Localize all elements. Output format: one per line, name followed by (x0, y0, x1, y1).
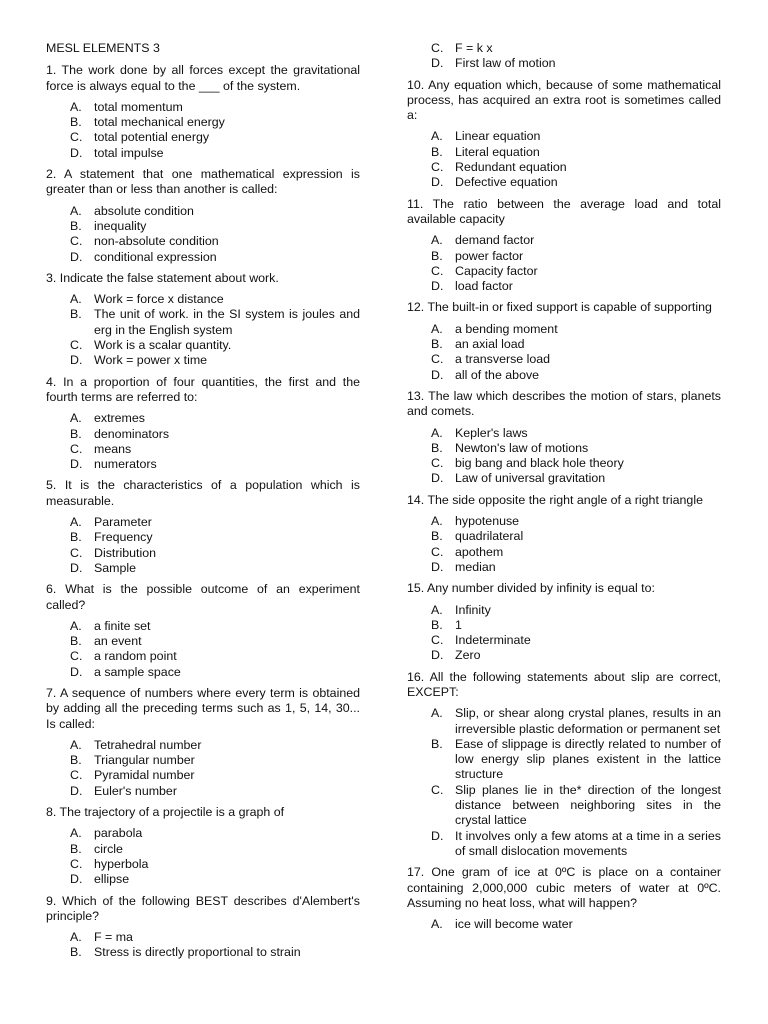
choice-item (46, 234, 360, 249)
choice-letter: A. (431, 706, 443, 721)
choice-letter: A. (70, 930, 82, 945)
choice-text: non-absolute condition (94, 234, 219, 249)
choice-letter: A. (431, 917, 443, 932)
choice-text: Parameter (94, 515, 152, 530)
choice-item (407, 545, 721, 560)
question (46, 582, 360, 680)
choice-letter: B. (70, 426, 82, 441)
choice-text: Infinity (455, 602, 491, 617)
choice-item (46, 115, 360, 130)
question-text: 8. The trajectory of a projectile is a graph of (46, 805, 285, 820)
question-text: 1. The work done by all forces except the gravitational force is always equal to the ___ of the system. (46, 63, 360, 93)
choice-item (407, 783, 721, 829)
choice-list (407, 322, 721, 383)
choice-text: Capacity factor (455, 263, 538, 278)
choice-item (407, 279, 721, 294)
choice-item (407, 145, 721, 160)
choice-list (407, 41, 721, 72)
choice-text: all of the above (455, 367, 540, 382)
choice-list (407, 426, 721, 487)
choice-letter: C. (431, 782, 444, 797)
choice-item (46, 250, 360, 265)
choice-letter: B. (70, 307, 82, 322)
choice-item (407, 368, 721, 383)
choice-letter: B. (431, 440, 443, 455)
question-continued (407, 41, 721, 72)
choice-text: Triangular number (94, 753, 195, 768)
document-title: MESL ELEMENTS 3 (46, 41, 160, 55)
choice-item (46, 768, 360, 783)
choice-item (407, 514, 721, 529)
question-text: 15. Any number divided by infinity is equal to: (407, 581, 655, 596)
choice-letter: C. (431, 633, 444, 648)
choice-letter: A. (431, 233, 443, 248)
question-text: 17. One gram of ice at 0ºC is place on a container containing 2,000,000 cubic meters of water at 0ºC. Assuming no heat loss, what will happen? (407, 865, 721, 910)
question-text: 11. The ratio between the average load and total available capacity (407, 196, 721, 226)
choice-item (46, 204, 360, 219)
choice-letter: C. (70, 768, 83, 783)
choice-letter: C. (70, 338, 83, 353)
choice-letter: A. (70, 826, 82, 841)
choice-letter: A. (70, 515, 82, 530)
choice-list (407, 514, 721, 575)
question (46, 894, 360, 961)
choice-text: The unit of work. in the SI system is joules and erg in the English system (94, 307, 360, 337)
choice-letter: C. (70, 441, 83, 456)
choice-list (407, 917, 721, 932)
choice-text: a sample space (94, 664, 181, 679)
choice-item (46, 619, 360, 634)
choice-letter: D. (431, 175, 444, 190)
question (407, 865, 721, 932)
choice-letter: D. (70, 145, 83, 160)
choice-item (46, 338, 360, 353)
question (407, 581, 721, 663)
choice-item (407, 233, 721, 248)
choice-letter: B. (70, 753, 82, 768)
question (46, 271, 360, 369)
choice-letter: C. (431, 544, 444, 559)
choice-item (46, 857, 360, 872)
question (407, 670, 721, 860)
question (46, 63, 360, 161)
choice-list (407, 706, 721, 859)
choice-text: Pyramidal number (94, 768, 195, 783)
choice-text: Work = power x time (94, 353, 208, 368)
choice-item (407, 175, 721, 190)
choice-text: power factor (455, 248, 524, 263)
choice-item (46, 219, 360, 234)
choice-item (46, 649, 360, 664)
choice-letter: C. (431, 160, 444, 175)
choice-text: Law of universal gravitation (455, 471, 606, 486)
choice-letter: B. (431, 144, 443, 159)
choice-item (407, 41, 721, 56)
choice-letter: A. (431, 602, 443, 617)
question (46, 167, 360, 265)
choice-text: It involves only a few atoms at a time in a series of small dislocation movements (455, 828, 721, 858)
choice-item (46, 427, 360, 442)
choice-letter: B. (70, 634, 82, 649)
choice-text: load factor (455, 279, 513, 294)
choice-letter: C. (70, 130, 83, 145)
choice-item (46, 842, 360, 857)
choice-item (46, 546, 360, 561)
choice-text: Redundant equation (455, 160, 567, 175)
choice-list (46, 826, 360, 887)
choice-item (407, 560, 721, 575)
choice-item (46, 292, 360, 307)
choice-item (407, 633, 721, 648)
choice-item (407, 160, 721, 175)
choice-letter: D. (70, 664, 83, 679)
choice-text: hyperbola (94, 856, 149, 871)
choice-text: Slip, or shear along crystal planes, results in an irreversible plastic deformation or permanent set (455, 706, 721, 736)
choice-text: a random point (94, 649, 177, 664)
choice-letter: C. (431, 41, 444, 55)
choice-text: Sample (94, 560, 137, 575)
choice-letter: D. (431, 56, 444, 71)
choice-text: Distribution (94, 545, 156, 560)
choice-text: total mechanical energy (94, 115, 225, 130)
choice-item (46, 130, 360, 145)
choice-item (46, 945, 360, 960)
choice-letter: C. (431, 352, 444, 367)
question-text: 4. In a proportion of four quantities, the first and the fourth terms are referred to: (46, 374, 360, 404)
choice-letter: A. (431, 425, 443, 440)
choice-text: median (455, 559, 496, 574)
choice-letter: B. (70, 530, 82, 545)
choice-item (46, 442, 360, 457)
choice-text: Euler's number (94, 783, 177, 798)
choice-item (407, 917, 721, 932)
choice-list (46, 292, 360, 368)
choice-item (407, 648, 721, 663)
choice-item (46, 753, 360, 768)
choice-letter: A. (70, 411, 82, 426)
question-text: 2. A statement that one mathematical expression is greater than or less than another is called: (46, 167, 360, 197)
right-column (407, 41, 721, 938)
question (46, 478, 360, 576)
choice-text: big bang and black hole theory (455, 456, 624, 471)
question-text: 13. The law which describes the motion of stars, planets and comets. (407, 388, 721, 419)
choice-text: Frequency (94, 530, 153, 545)
question (407, 389, 721, 487)
choice-text: First law of motion (455, 56, 556, 71)
choice-item (46, 353, 360, 368)
choice-letter: C. (70, 545, 83, 560)
left-column (46, 41, 360, 967)
choice-text: Ease of slippage is directly related to number of low energy slip planes existent in the lattice structure (455, 736, 721, 782)
choice-item (46, 872, 360, 887)
question-text: 5. It is the characteristics of a population which is measurable. (46, 478, 360, 508)
question-text: 3. Indicate the false statement about work. (46, 270, 279, 285)
choice-list (46, 204, 360, 265)
choice-letter: C. (70, 234, 83, 249)
choice-letter: D. (70, 560, 83, 575)
choice-item (407, 322, 721, 337)
choice-letter: A. (431, 514, 443, 529)
choice-letter: D. (431, 648, 444, 663)
choice-text: ellipse (94, 872, 130, 887)
choice-letter: D. (70, 783, 83, 798)
choice-letter: C. (431, 456, 444, 471)
choice-letter: D. (431, 828, 444, 843)
choice-text: Literal equation (455, 144, 540, 159)
choice-text: apothem (455, 544, 504, 559)
choice-text: Stress is directly proportional to strain (94, 945, 301, 960)
choice-letter: D. (70, 249, 83, 264)
choice-text: circle (94, 841, 123, 856)
choice-text: ice will become water (455, 917, 573, 932)
choice-list (407, 603, 721, 664)
question-text: 14. The side opposite the right angle of a right triangle (407, 492, 703, 507)
choice-text: quadrilateral (455, 529, 524, 544)
question-text: 12. The built-in or fixed support is capable of supporting (407, 300, 712, 315)
choice-text: absolute condition (94, 203, 194, 218)
choice-letter: D. (70, 457, 83, 472)
choice-item (407, 352, 721, 367)
choice-text: Work is a scalar quantity. (94, 338, 232, 353)
choice-text: total potential energy (94, 130, 210, 145)
choice-item (407, 603, 721, 618)
choice-item (407, 129, 721, 144)
choice-text: inequality (94, 218, 147, 233)
question-text: 6. What is the possible outcome of an experiment called? (46, 582, 360, 612)
choice-text: Work = force x distance (94, 292, 224, 307)
choice-letter: D. (70, 872, 83, 887)
choice-letter: B. (431, 529, 443, 544)
choice-text: extremes (94, 411, 145, 426)
choice-item (46, 826, 360, 841)
choice-list (46, 930, 360, 961)
choice-letter: B. (70, 841, 82, 856)
choice-letter: B. (431, 617, 443, 632)
choice-item (46, 634, 360, 649)
choice-list (46, 100, 360, 161)
choice-letter: D. (431, 471, 444, 486)
choice-item (46, 784, 360, 799)
choice-item (407, 829, 721, 860)
choice-item (46, 738, 360, 753)
choice-item (407, 264, 721, 279)
choice-text: Newton's law of motions (455, 440, 589, 455)
choice-item (407, 618, 721, 633)
choice-item (407, 529, 721, 544)
question (407, 493, 721, 575)
choice-item (407, 249, 721, 264)
choice-letter: D. (431, 279, 444, 294)
question (407, 78, 721, 191)
choice-text: Defective equation (455, 175, 558, 190)
choice-letter: B. (70, 945, 82, 960)
choice-item (407, 426, 721, 441)
question-text: 9. Which of the following BEST describes d'Alembert's principle? (46, 893, 360, 923)
choice-text: Kepler's laws (455, 425, 528, 440)
question (46, 686, 360, 799)
choice-text: a transverse load (455, 352, 551, 367)
choice-text: a finite set (94, 618, 151, 633)
choice-list (407, 129, 721, 190)
choice-item (407, 737, 721, 783)
choice-item (46, 665, 360, 680)
choice-item (407, 471, 721, 486)
choice-item (407, 441, 721, 456)
choice-item (46, 100, 360, 115)
choice-letter: B. (70, 218, 82, 233)
choice-letter: A. (70, 203, 82, 218)
choice-list (46, 411, 360, 472)
choice-text: conditional expression (94, 249, 217, 264)
choice-letter: B. (431, 248, 443, 263)
choice-letter: C. (431, 263, 444, 278)
choice-text: Zero (455, 648, 481, 663)
choice-letter: A. (70, 292, 82, 307)
choice-letter: D. (70, 353, 83, 368)
choice-text: Linear equation (455, 129, 541, 144)
choice-list (46, 738, 360, 799)
choice-letter: A. (70, 737, 82, 752)
choice-text: demand factor (455, 233, 535, 248)
choice-item (46, 561, 360, 576)
choice-text: an axial load (455, 337, 525, 352)
question (46, 375, 360, 473)
choice-item (46, 411, 360, 426)
choice-text: a bending moment (455, 321, 558, 336)
choice-letter: A. (70, 618, 82, 633)
choice-letter: A. (70, 99, 82, 114)
question (407, 300, 721, 382)
choice-letter: B. (70, 115, 82, 130)
choice-letter: A. (431, 321, 443, 336)
choice-item (407, 456, 721, 471)
choice-text: F = ma (94, 930, 133, 945)
choice-letter: D. (431, 559, 444, 574)
choice-item (46, 530, 360, 545)
choice-letter: C. (70, 856, 83, 871)
choice-item (46, 307, 360, 338)
choice-item (407, 706, 721, 737)
choice-list (46, 619, 360, 680)
choice-letter: C. (70, 649, 83, 664)
choice-letter: D. (431, 367, 444, 382)
choice-letter: B. (431, 736, 443, 751)
choice-text: numerators (94, 457, 157, 472)
choice-text: F = k x (455, 41, 493, 55)
choice-text: Indeterminate (455, 633, 531, 648)
choice-text: Slip planes lie in the* direction of the longest distance between neighboring sites in the crystal lattice (455, 782, 721, 828)
choice-text: parabola (94, 826, 143, 841)
choice-item (407, 56, 721, 71)
choice-item (46, 515, 360, 530)
question (407, 197, 721, 295)
question-text: 16. All the following statements about slip are correct, EXCEPT: (407, 669, 721, 699)
question-text: 7. A sequence of numbers where every term is obtained by adding all the preceding terms such as 1, 5, 14, 30... Is called: (46, 685, 360, 731)
choice-item (407, 337, 721, 352)
choice-letter: A. (431, 129, 443, 144)
choice-text: total impulse (94, 145, 164, 160)
choice-text: 1 (455, 617, 462, 632)
choice-item (46, 457, 360, 472)
choice-text: an event (94, 634, 142, 649)
choice-text: Tetrahedral number (94, 737, 202, 752)
choice-text: denominators (94, 426, 170, 441)
choice-text: means (94, 441, 132, 456)
choice-list (46, 515, 360, 576)
choice-list (407, 233, 721, 294)
question-text: 10. Any equation which, because of some mathematical process, has acquired an extra root is sometimes called a: (407, 77, 721, 123)
question (46, 805, 360, 887)
choice-letter: B. (431, 337, 443, 352)
choice-item (46, 930, 360, 945)
choice-item (46, 146, 360, 161)
choice-text: total momentum (94, 99, 183, 114)
choice-text: hypotenuse (455, 514, 520, 529)
